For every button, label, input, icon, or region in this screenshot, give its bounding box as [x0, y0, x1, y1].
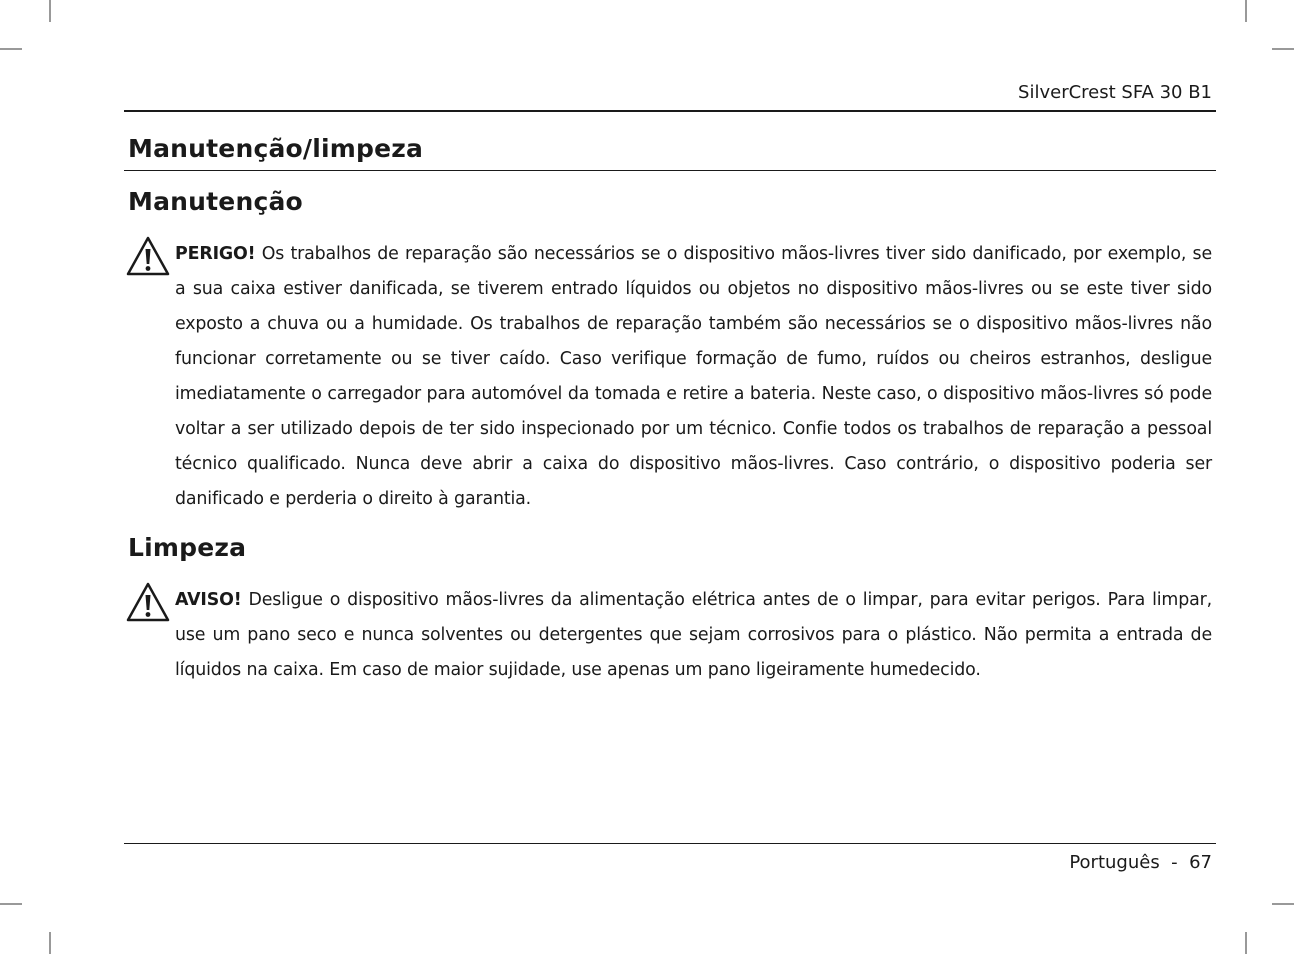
warning-paragraph — [175, 583, 1212, 688]
warning-label: AVISO! — [175, 590, 242, 610]
header-rule — [124, 110, 1216, 112]
section-heading-manutencao: Manutenção — [128, 187, 303, 216]
warning-text: Desligue o dispositivo mãos-livres da alimentação elétrica antes de o limpar, para evitar perigos. Para limpar, use um pano seco e nunca solventes ou detergentes que sejam corrosivos para o plástico. Não permita a entrada de líquidos na caixa. Em caso de maior sujidade, use apenas um pano ligeiramente humedecido. — [175, 590, 1212, 680]
title-rule — [124, 170, 1216, 171]
page-title: Manutenção/limpeza — [128, 134, 424, 163]
page-footer: Português - 67 — [1069, 852, 1212, 873]
crop-mark — [1272, 48, 1294, 50]
warning-triangle-icon — [126, 236, 170, 276]
danger-label: PERIGO! — [175, 244, 256, 264]
crop-mark — [49, 932, 51, 954]
section-heading-limpeza: Limpeza — [128, 533, 247, 562]
footer-rule — [124, 843, 1216, 844]
warning-triangle-icon — [126, 582, 170, 622]
crop-mark — [0, 903, 22, 905]
crop-mark — [1272, 903, 1294, 905]
crop-mark — [1245, 0, 1247, 22]
crop-mark — [1245, 932, 1247, 954]
danger-paragraph — [175, 237, 1212, 517]
crop-mark — [49, 0, 51, 22]
danger-text: Os trabalhos de reparação são necessários se o dispositivo mãos-livres tiver sido danificado, por exemplo, se a sua caixa estiver danificada, se tiverem entrado líquidos ou objetos no dispositivo mãos-livres ou se este tiver sido exposto a chuva ou a humidade. Os trabalhos de reparação também são necessários se o dispositivo mãos-livres não funcionar corretamente ou se tiver caído. Caso verifique formação de fumo, ruídos ou cheiros estranhos, desligue imediatamente o carregador para automóvel da tomada e retire a bateria. Neste caso, o dispositivo mãos-livres só pode voltar a ser utilizado depois de ter sido inspecionado por um técnico. Confie todos os trabalhos de reparação a pessoal técnico qualificado. Nunca deve abrir a caixa do dispositivo mãos-livres. Caso contrário, o dispositivo poderia ser danificado e perderia o direito à garantia. — [175, 244, 1212, 509]
crop-mark — [0, 48, 22, 50]
running-header: SilverCrest SFA 30 B1 — [1018, 82, 1212, 103]
